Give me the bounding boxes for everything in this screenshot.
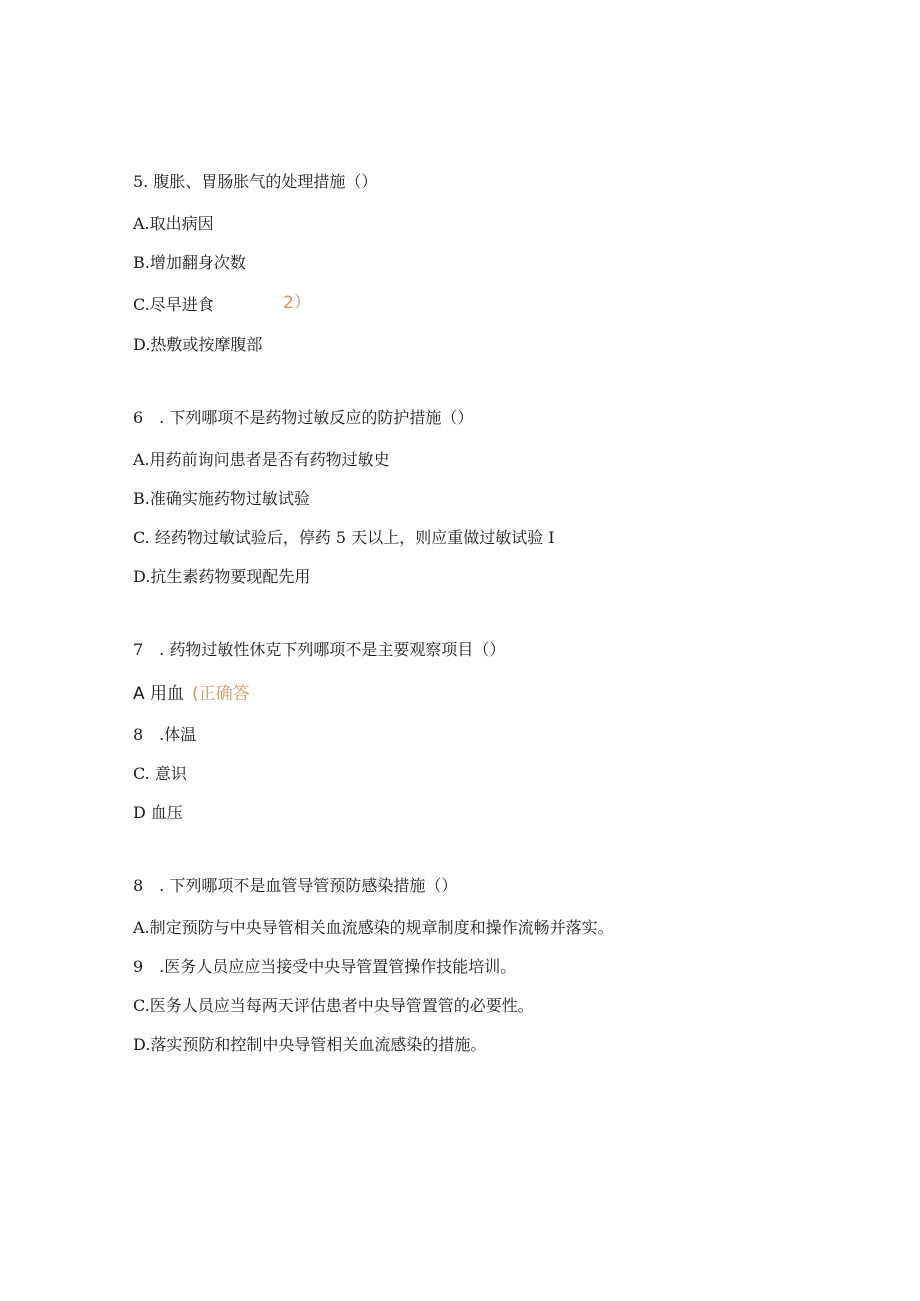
question-6-option-d: D.抗生素药物要现配先用 (133, 567, 311, 586)
question-8-option-c: C.医务人员应当每两天评估患者中央导管置管的必要性。 (133, 996, 534, 1015)
question-6-option-c: C. 经药物过敏试验后，停药 5 天以上，则应重做过敏试验 I (133, 528, 555, 547)
question-7-option-b: 8 .体温 (133, 725, 197, 744)
question-6-stem: 6 . 下列哪项不是药物过敏反应的防护措施（） (133, 408, 474, 427)
question-8-stem: 8 . 下列哪项不是血管导管预防感染措施（） (133, 876, 458, 895)
question-8-option-a: A.制定预防与中央导管相关血流感染的规章制度和操作流畅并落实。 (133, 918, 614, 937)
question-7-option-d: D 血压 (133, 803, 183, 822)
question-7-stem: 7 . 药物过敏性休克下列哪项不是主要观察项目（） (133, 640, 506, 659)
question-6-option-b: B.准确实施药物过敏试验 (133, 489, 310, 508)
question-8-option-d: D.落实预防和控制中央导管相关血流感染的措施。 (133, 1035, 487, 1054)
question-5-stem: 5. 腹胀、胃肠胀气的处理措施（） (133, 172, 378, 191)
question-6-option-a: A.用药前询问患者是否有药物过敏史 (133, 450, 390, 469)
question-5-annotation: 2） (283, 293, 311, 313)
question-5-option-c: C.尽早进食 (133, 295, 214, 314)
question-5-option-b: B.增加翻身次数 (133, 253, 246, 272)
question-7-option-c: C. 意识 (133, 764, 187, 783)
question-5-option-d: D.热敷或按摩腹部 (133, 335, 263, 354)
question-7-option-a: A 用血 (133, 684, 185, 704)
question-8-option-b: 9 .医务人员应应当接受中央导管置管操作技能培训。 (133, 957, 517, 976)
question-5-option-a: A.取出病因 (133, 214, 214, 233)
question-7-annotation: (正确答 (192, 684, 250, 704)
